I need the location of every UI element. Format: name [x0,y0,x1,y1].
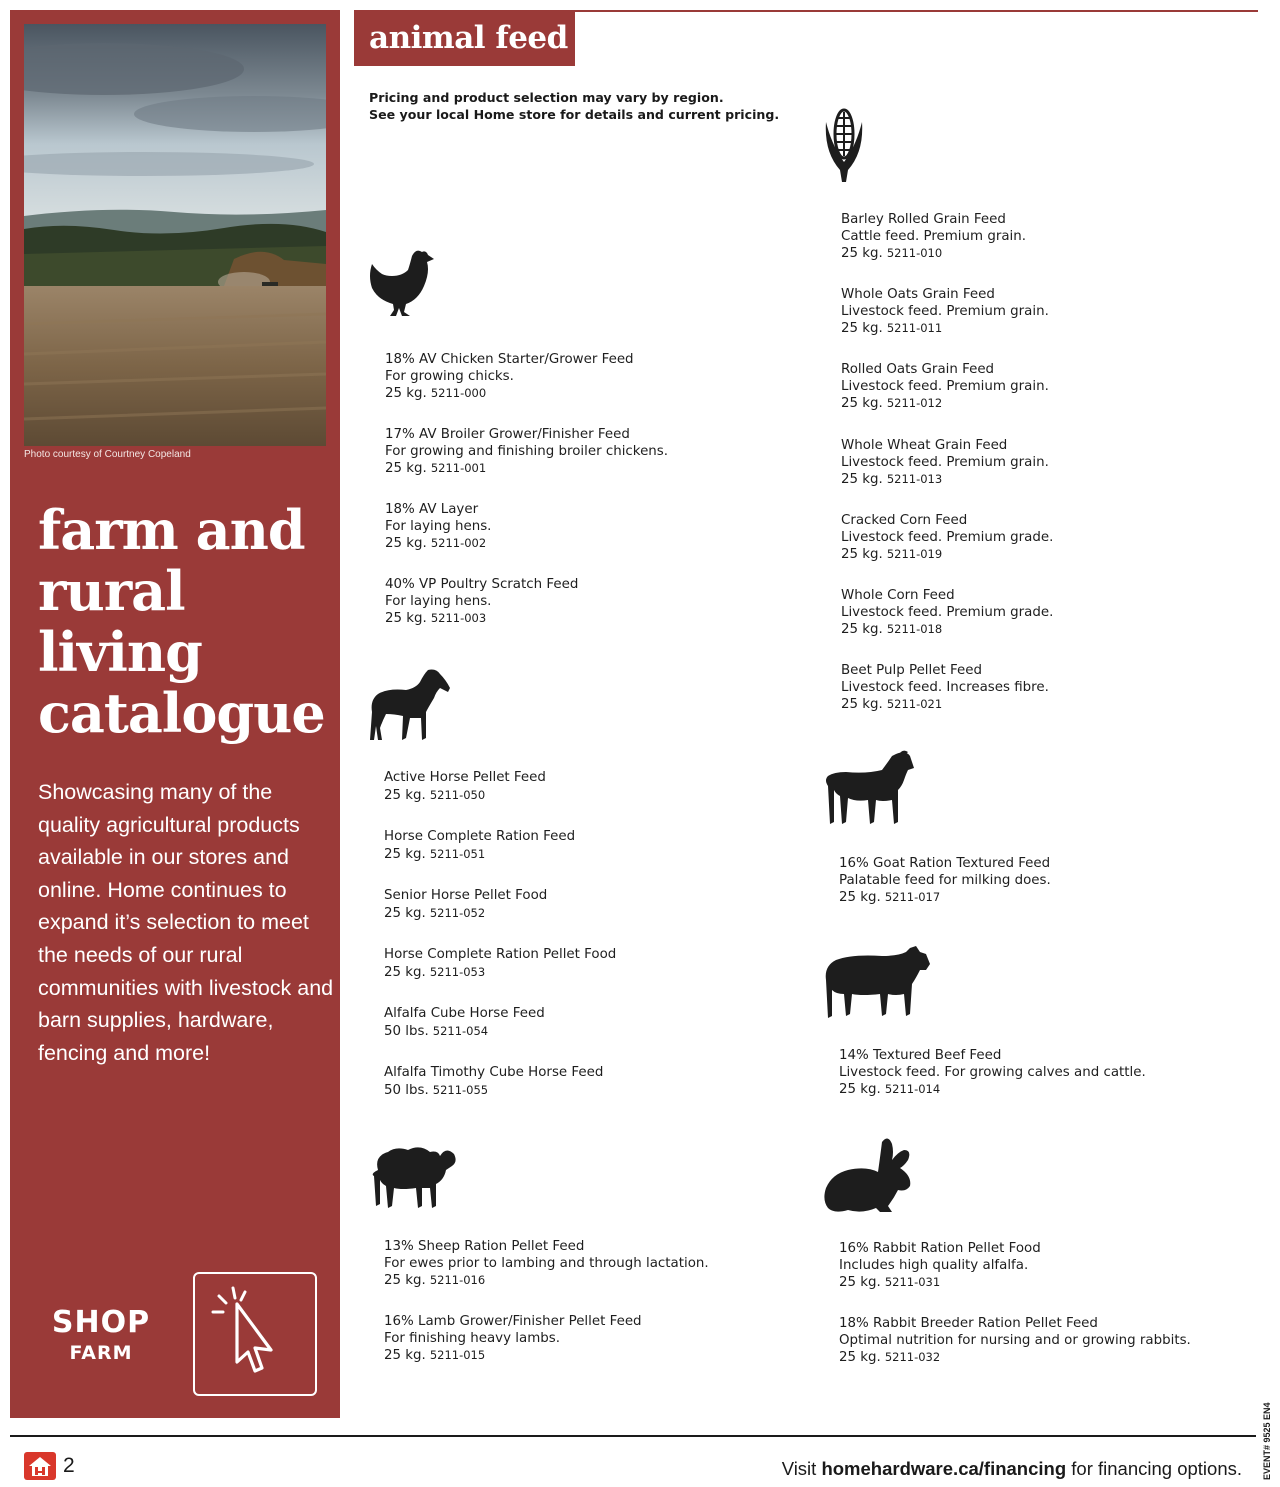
product-desc: Livestock feed. Premium grade. [841,529,1054,545]
product-code: 5211-032 [884,1350,941,1365]
product-size: 25 kg. [384,846,426,862]
product-size: 25 kg. [841,246,883,262]
product-code: 5211-016 [429,1273,486,1288]
product-active-horse [384,770,546,804]
product-name: 18% Rabbit Breeder Ration Pellet Feed [839,1316,1098,1331]
financing-note [782,1458,1242,1480]
farm-field-photo [24,24,326,446]
product-whole-wheat [841,438,1049,489]
product-size: 25 kg. [841,472,883,488]
visit-suffix: for financing options. [1066,1458,1242,1479]
product-name: 18% AV Layer [385,502,479,517]
product-desc: Optimal nutrition for nursing and or growing rabbits. [839,1332,1191,1348]
product-senior-horse [384,888,547,922]
product-code: 5211-051 [429,846,486,861]
product-broiler [385,427,668,478]
product-alfalfa-cube [384,1006,545,1040]
product-code: 5211-000 [430,386,487,401]
product-lamb-grower [384,1314,642,1365]
catalogue-title-line: rural [38,559,185,623]
catalogue-title-line: living [38,620,202,684]
product-name: Alfalfa Cube Horse Feed [384,1006,545,1021]
product-name: Horse Complete Ration Pellet Food [384,947,617,962]
product-name: 40% VP Poultry Scratch Feed [385,577,579,592]
product-size: 25 kg. [839,1350,881,1366]
product-goat-ration [839,856,1051,907]
visit-prefix: Visit [781,1458,822,1479]
product-desc: Livestock feed. Premium grade. [841,604,1054,620]
event-code [1262,1386,1274,1480]
product-code: 5211-011 [886,321,943,336]
pricing-note [369,90,779,123]
product-desc: Livestock feed. For growing calves and cattle. [839,1064,1146,1080]
product-code: 5211-012 [886,396,943,411]
product-whole-oats [841,287,1049,338]
pricing-note-line2: See your local Home store for details and current pricing. [369,106,780,122]
product-name: 18% AV Chicken Starter/Grower Feed [385,352,634,367]
product-name: 17% AV Broiler Grower/Finisher Feed [385,427,630,442]
product-beef-feed [839,1048,1146,1099]
product-size: 25 kg. [839,890,881,906]
event-code-text: EVENT# 9525 EN4 [1262,1402,1272,1480]
product-code: 5211-054 [432,1023,489,1038]
product-code: 5211-052 [429,905,486,920]
product-code: 5211-031 [884,1275,941,1290]
product-code: 5211-021 [886,697,943,712]
product-desc: For laying hens. [385,518,492,534]
product-code: 5211-050 [429,787,486,802]
product-size: 25 kg. [384,787,426,803]
home-hardware-logo-icon [24,1452,56,1480]
product-chicken-starter [385,352,634,403]
product-barley-rolled [841,212,1026,263]
product-desc: For growing chicks. [385,368,514,384]
shop-farm-button[interactable] [193,1272,317,1396]
product-name: 16% Lamb Grower/Finisher Pellet Feed [384,1314,642,1329]
product-code: 5211-013 [886,472,943,487]
product-code: 5211-018 [886,622,943,637]
cursor-click-icon[interactable] [195,1274,315,1394]
product-name: 16% Rabbit Ration Pellet Food [839,1241,1041,1256]
product-desc: For growing and finishing broiler chickens. [385,443,669,459]
product-name: Senior Horse Pellet Food [384,888,548,903]
product-whole-corn [841,588,1053,639]
product-size: 25 kg. [384,905,426,921]
product-size: 25 kg. [841,697,883,713]
product-desc: Livestock feed. Increases fibre. [841,679,1049,695]
product-scratch-feed [385,577,578,628]
chicken-icon [366,246,436,324]
product-size: 25 kg. [841,622,883,638]
product-size: 25 kg. [841,396,883,412]
product-size: 25 kg. [384,1273,426,1289]
photo-credit: Photo courtesy of Courtney Copeland [24,449,191,460]
product-size: 25 kg. [839,1275,881,1291]
product-cracked-corn [841,513,1053,564]
product-code: 5211-014 [884,1082,941,1097]
product-sheep-ration [384,1239,709,1290]
product-code: 5211-010 [886,246,943,261]
footer-rule [10,1435,1256,1437]
product-size: 25 kg. [841,547,883,563]
product-desc: For laying hens. [385,593,492,609]
left-panel [10,10,340,1418]
catalogue-title [38,500,338,744]
rabbit-icon [822,1136,916,1216]
product-code: 5211-002 [430,536,487,551]
product-desc: Palatable feed for milking does. [839,872,1051,888]
product-name: Active Horse Pellet Feed [384,770,546,785]
product-desc: Cattle feed. Premium grain. [841,228,1026,244]
catalogue-title-line: farm and [38,498,305,562]
product-desc: For ewes prior to lambing and through lactation. [384,1255,709,1271]
product-name: 16% Goat Ration Textured Feed [839,856,1051,871]
product-alfalfa-timothy [384,1065,603,1099]
product-code: 5211-003 [430,611,487,626]
product-desc: For finishing heavy lambs. [384,1330,560,1346]
shop-farm-label[interactable] [36,1306,166,1366]
product-name: Beet Pulp Pellet Feed [841,663,982,678]
product-code: 5211-019 [886,547,943,562]
product-rabbit-ration [839,1241,1041,1292]
product-size: 25 kg. [385,536,427,552]
product-size: 50 lbs. [384,1023,429,1039]
product-name: Horse Complete Ration Feed [384,829,576,844]
product-desc: Livestock feed. Premium grain. [841,378,1049,394]
pricing-note-line1: Pricing and product selection may vary by region. [369,90,724,105]
product-code: 5211-015 [429,1348,486,1363]
sheep-icon [366,1140,458,1212]
product-name: Whole Corn Feed [841,588,955,603]
page-number: 2 [63,1454,75,1477]
product-code: 5211-017 [884,890,941,905]
product-name: 13% Sheep Ration Pellet Feed [384,1239,585,1254]
product-beet-pulp [841,663,1049,714]
horse-icon [366,668,452,744]
product-code: 5211-055 [432,1082,489,1097]
shop-label-line1[interactable]: SHOP [51,1305,151,1340]
product-code: 5211-053 [429,964,486,979]
product-name: Cracked Corn Feed [841,513,968,528]
product-horse-complete [384,829,575,863]
product-desc: Livestock feed. Premium grain. [841,454,1049,470]
product-desc: Includes high quality alfalfa. [839,1257,1029,1273]
corn-icon [822,106,866,186]
catalogue-description: Showcasing many of the quality agricultural products available in our stores and online. Home continues to expand it’s selection to meet the needs of our rural communities with livestock and barn supplies, hardware, fencing and more! [38,780,334,1065]
product-size: 50 lbs. [384,1082,429,1098]
product-name: 14% Textured Beef Feed [839,1048,1002,1063]
goat-icon [822,750,916,830]
financing-link[interactable]: homehardware.ca/financing [821,1458,1067,1479]
product-size: 25 kg. [385,386,427,402]
product-code: 5211-001 [430,461,487,476]
product-name: Whole Wheat Grain Feed [841,438,1008,453]
product-size: 25 kg. [385,611,427,627]
product-size: 25 kg. [384,1348,426,1364]
product-av-layer [385,502,491,553]
product-size: 25 kg. [385,461,427,477]
product-size: 25 kg. [839,1082,881,1098]
product-name: Rolled Oats Grain Feed [841,362,995,377]
product-size: 25 kg. [841,321,883,337]
product-desc: Livestock feed. Premium grain. [841,303,1049,319]
product-horse-complete-pellet [384,947,616,981]
cow-icon [822,944,932,1022]
catalogue-title-line: catalogue [38,681,325,745]
shop-label-line2[interactable]: FARM [69,1342,133,1364]
product-size: 25 kg. [384,964,426,980]
product-name: Barley Rolled Grain Feed [841,212,1006,227]
product-rabbit-breeder [839,1316,1191,1367]
product-name: Alfalfa Timothy Cube Horse Feed [384,1065,604,1080]
product-name: Whole Oats Grain Feed [841,287,995,302]
product-rolled-oats [841,362,1049,413]
section-title: animal feed [354,10,575,66]
